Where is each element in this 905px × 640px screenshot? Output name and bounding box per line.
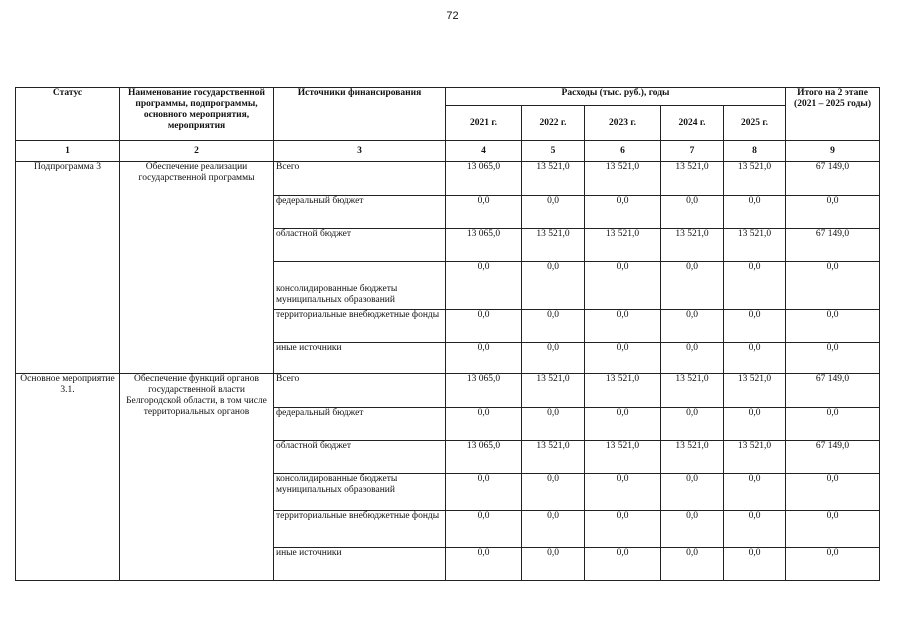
column-number: 7 <box>661 141 724 162</box>
amount-cell: 0,0 <box>724 511 786 548</box>
page-number: 72 <box>446 10 459 22</box>
amount-cell: 0,0 <box>585 196 661 229</box>
amount-cell: 0,0 <box>446 262 522 310</box>
header-name: Наименование государственной программы, подпрограммы, основного мероприятия, мероприятия <box>120 88 274 141</box>
total-cell: 67 149,0 <box>786 162 880 196</box>
amount-cell: 0,0 <box>661 548 724 581</box>
column-number: 8 <box>724 141 786 162</box>
budget-table <box>15 87 880 581</box>
amount-cell: 0,0 <box>724 474 786 511</box>
amount-cell: 0,0 <box>522 548 585 581</box>
subprogram-block <box>16 162 880 374</box>
amount-cell: 0,0 <box>724 548 786 581</box>
amount-cell: 0,0 <box>661 408 724 441</box>
amount-cell: 13 065,0 <box>446 162 522 196</box>
column-number: 4 <box>446 141 522 162</box>
amount-cell: 0,0 <box>585 343 661 374</box>
total-cell: 0,0 <box>786 343 880 374</box>
amount-cell: 0,0 <box>522 474 585 511</box>
header-year: 2025 г. <box>724 106 786 141</box>
amount-cell: 0,0 <box>585 262 661 310</box>
amount-cell: 0,0 <box>446 548 522 581</box>
amount-cell: 13 521,0 <box>522 374 585 408</box>
amount-cell: 0,0 <box>522 511 585 548</box>
status-cell: Основное мероприятие 3.1. <box>16 374 120 581</box>
amount-cell: 0,0 <box>522 196 585 229</box>
amount-cell: 13 065,0 <box>446 441 522 474</box>
total-cell: 67 149,0 <box>786 441 880 474</box>
amount-cell: 13 521,0 <box>522 441 585 474</box>
source-cell: консолидированные бюджеты муниципальных образований <box>274 474 446 511</box>
amount-cell: 13 521,0 <box>661 162 724 196</box>
amount-cell: 0,0 <box>585 474 661 511</box>
amount-cell: 0,0 <box>522 262 585 310</box>
amount-cell: 0,0 <box>446 408 522 441</box>
amount-cell: 0,0 <box>661 474 724 511</box>
total-cell: 67 149,0 <box>786 374 880 408</box>
amount-cell: 13 521,0 <box>522 162 585 196</box>
amount-cell: 13 521,0 <box>661 229 724 262</box>
amount-cell: 0,0 <box>585 310 661 343</box>
amount-cell: 0,0 <box>446 310 522 343</box>
amount-cell: 13 521,0 <box>661 441 724 474</box>
column-number: 6 <box>585 141 661 162</box>
amount-cell: 13 065,0 <box>446 229 522 262</box>
source-cell: федеральный бюджет <box>274 196 446 229</box>
amount-cell: 0,0 <box>724 343 786 374</box>
header-year: 2023 г. <box>585 106 661 141</box>
amount-cell: 0,0 <box>585 511 661 548</box>
source-cell: областной бюджет <box>274 441 446 474</box>
amount-cell: 13 521,0 <box>724 229 786 262</box>
total-cell: 0,0 <box>786 262 880 310</box>
source-cell: Всего <box>274 162 446 196</box>
header-row <box>16 88 880 106</box>
header-status: Статус <box>16 88 120 141</box>
amount-cell: 13 521,0 <box>585 229 661 262</box>
table-row <box>16 162 880 196</box>
amount-cell: 0,0 <box>724 310 786 343</box>
total-cell: 0,0 <box>786 548 880 581</box>
amount-cell: 13 521,0 <box>661 374 724 408</box>
status-cell: Подпрограмма 3 <box>16 162 120 374</box>
total-cell: 0,0 <box>786 196 880 229</box>
amount-cell: 0,0 <box>585 548 661 581</box>
name-cell: Обеспечение функций органов государственной власти Белгородской области, в том числе территориальных органов <box>120 374 274 581</box>
column-number: 9 <box>786 141 880 162</box>
column-number: 1 <box>16 141 120 162</box>
amount-cell: 0,0 <box>522 408 585 441</box>
amount-cell: 13 521,0 <box>585 374 661 408</box>
source-cell: иные источники <box>274 343 446 374</box>
header-year: 2024 г. <box>661 106 724 141</box>
column-number: 5 <box>522 141 585 162</box>
amount-cell: 13 521,0 <box>724 374 786 408</box>
source-cell: Всего <box>274 374 446 408</box>
source-cell: консолидированные бюджеты муниципальных образований <box>274 262 446 310</box>
amount-cell: 0,0 <box>522 310 585 343</box>
total-cell: 0,0 <box>786 474 880 511</box>
total-cell: 0,0 <box>786 511 880 548</box>
amount-cell: 13 521,0 <box>724 162 786 196</box>
header-sources: Источники финансирования <box>274 88 446 141</box>
amount-cell: 0,0 <box>446 343 522 374</box>
column-number: 3 <box>274 141 446 162</box>
source-cell: областной бюджет <box>274 229 446 262</box>
header-total: Итого на 2 этапе (2021 – 2025 годы) <box>786 88 880 141</box>
header-expenses: Расходы (тыс. руб.), годы <box>446 88 786 106</box>
amount-cell: 13 521,0 <box>585 441 661 474</box>
header-year: 2021 г. <box>446 106 522 141</box>
main-activity-block <box>16 374 880 581</box>
total-cell: 67 149,0 <box>786 229 880 262</box>
amount-cell: 0,0 <box>724 196 786 229</box>
source-cell: федеральный бюджет <box>274 408 446 441</box>
amount-cell: 0,0 <box>661 343 724 374</box>
header-year: 2022 г. <box>522 106 585 141</box>
total-cell: 0,0 <box>786 310 880 343</box>
amount-cell: 0,0 <box>661 511 724 548</box>
column-number: 2 <box>120 141 274 162</box>
amount-cell: 0,0 <box>446 196 522 229</box>
amount-cell: 13 521,0 <box>585 162 661 196</box>
amount-cell: 0,0 <box>446 474 522 511</box>
amount-cell: 13 065,0 <box>446 374 522 408</box>
column-number-row <box>16 141 880 162</box>
amount-cell: 0,0 <box>724 408 786 441</box>
amount-cell: 13 521,0 <box>724 441 786 474</box>
name-cell: Обеспечение реализации государственной программы <box>120 162 274 374</box>
table-row <box>16 374 880 408</box>
amount-cell: 0,0 <box>661 262 724 310</box>
amount-cell: 0,0 <box>522 343 585 374</box>
source-cell: территориальные внебюджетные фонды <box>274 511 446 548</box>
amount-cell: 0,0 <box>661 196 724 229</box>
source-cell: территориальные внебюджетные фонды <box>274 310 446 343</box>
amount-cell: 13 521,0 <box>522 229 585 262</box>
amount-cell: 0,0 <box>446 511 522 548</box>
amount-cell: 0,0 <box>724 262 786 310</box>
source-cell: иные источники <box>274 548 446 581</box>
amount-cell: 0,0 <box>585 408 661 441</box>
amount-cell: 0,0 <box>661 310 724 343</box>
total-cell: 0,0 <box>786 408 880 441</box>
